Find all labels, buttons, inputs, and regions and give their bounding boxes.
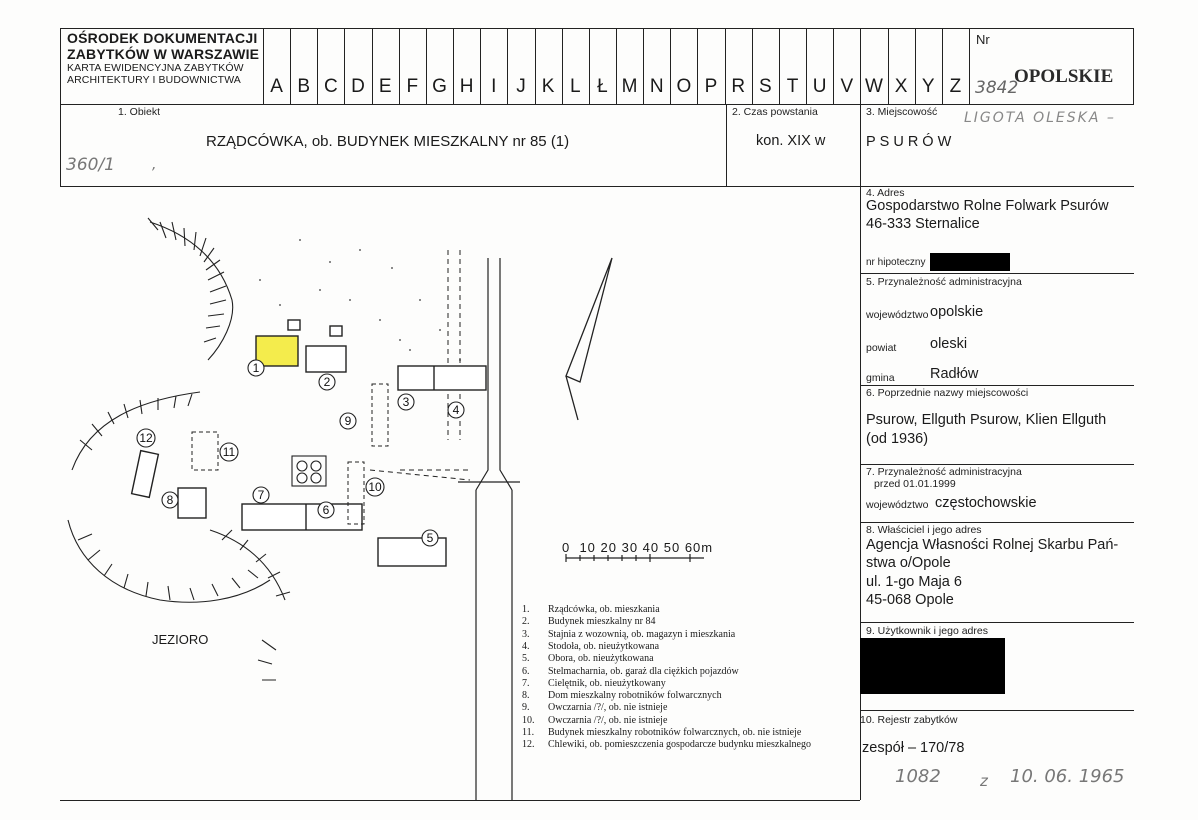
letter-cell-25: Z — [949, 76, 962, 97]
building-number-11: 11 — [222, 445, 236, 459]
frame-header-bottom — [60, 104, 1134, 105]
row6-top — [860, 385, 1134, 386]
adres-label: 4. Adres — [866, 187, 905, 199]
frame-top — [60, 28, 1134, 29]
legend-text: Dom mieszkalny robotników folwarcznych — [548, 690, 722, 702]
legend-row — [522, 629, 735, 641]
letter-cell-0: A — [270, 76, 283, 97]
wlasciciel-line2: stwa o/Opole — [866, 555, 951, 571]
legend-text: Owczarnia /?/, ob. nie istnieje — [548, 702, 668, 714]
uzytkownik-redaction — [860, 638, 1005, 694]
wlasciciel-line4: 45-068 Opole — [866, 592, 954, 608]
letter-divider — [670, 28, 671, 104]
letter-cell-8: I — [491, 76, 497, 97]
letter-cell-13: M — [621, 76, 638, 97]
przed-woj-value: częstochowskie — [935, 495, 1037, 511]
building-3 — [398, 366, 486, 390]
letter-divider — [399, 28, 400, 104]
przed-label-line2: przed 01.01.1999 — [874, 478, 956, 490]
legend-number: 9. — [522, 702, 530, 714]
legend-text: Obora, ob. nieużytkowana — [548, 653, 654, 665]
legend-number: 7. — [522, 677, 530, 689]
poprzednie-line1: Psurow, Ellguth Psurow, Klien Ellguth — [866, 412, 1107, 428]
letter-divider — [942, 28, 943, 104]
institution-block — [67, 30, 263, 86]
row7-top — [860, 464, 1134, 465]
obiekt-label: 1. Obiekt — [118, 106, 161, 118]
building-number-8: 8 — [166, 493, 174, 507]
legend-text: Stajnia z wozownią, ob. magazyn i mieszkania — [548, 628, 736, 640]
letter-cell-7: H — [459, 76, 474, 97]
letter-divider — [344, 28, 345, 104]
letter-divider — [480, 28, 481, 104]
legend-number: 10. — [522, 714, 535, 726]
letter-cell-12: Ł — [597, 76, 608, 97]
hipoteczny-label: nr hipoteczny — [866, 257, 926, 268]
card-type-line1: KARTA EWIDENCYJNA ZABYTKÓW — [67, 62, 244, 74]
legend-row — [522, 666, 739, 678]
divider-obiekt-czas — [726, 104, 727, 186]
letter-divider — [507, 28, 508, 104]
letter-cell-2: C — [324, 76, 338, 97]
lake-label: JEZIORO — [152, 632, 209, 647]
letter-cell-4: E — [378, 76, 392, 97]
poprzednie-label: 6. Poprzednie nazwy miejscowości — [866, 387, 1029, 399]
obiekt-value: RZĄDCÓWKA, ob. BUDYNEK MIESZKALNY nr 85 (1) — [206, 133, 570, 150]
legend-number: 11. — [522, 727, 535, 738]
legend-text: Chlewiki, ob. pomieszczenia gospodarcze budynku mieszkalnego — [548, 739, 811, 751]
letter-divider — [426, 28, 427, 104]
buildings — [132, 320, 486, 566]
legend-text: Cielętnik, ob. nieużytkowany — [548, 677, 666, 689]
legend-text: Stelmacharnia, ob. garaż dla ciężkich pojazdów — [548, 665, 739, 677]
rejestr-handwritten-nr: 1082 — [895, 766, 941, 787]
legend-row — [522, 727, 801, 739]
institution-name-line1: OŚRODEK DOKUMENTACJI — [67, 30, 258, 46]
letter-divider — [562, 28, 563, 104]
miejscowosc-value: PSURÓW — [866, 134, 956, 150]
wojewodztwo-value: opolskie — [930, 304, 984, 320]
row10-top — [860, 710, 1134, 711]
czas-label: 2. Czas powstania — [732, 106, 818, 118]
building-number-1: 1 — [252, 361, 260, 375]
obiekt-handwritten-comma: , — [152, 157, 157, 173]
legend-number: 6. — [522, 665, 530, 677]
letter-cell-6: G — [432, 76, 447, 97]
legend-text: Rządcówka, ob. mieszkania — [548, 604, 660, 615]
frame-nr-divider — [969, 28, 970, 104]
building-8 — [178, 488, 206, 518]
letter-cell-3: D — [351, 76, 365, 97]
legend-text: Budynek mieszkalny nr 84 — [548, 616, 656, 628]
letter-divider — [372, 28, 373, 104]
legend-row — [522, 678, 666, 690]
building-number-3: 3 — [402, 395, 410, 409]
rejestr-label: 10. Rejestr zabytków — [860, 714, 958, 726]
building-number-7: 7 — [257, 488, 265, 502]
building-number-6: 6 — [322, 503, 330, 517]
rejestr-handwritten-date: 10. 06. 1965 — [1010, 766, 1125, 787]
road — [458, 258, 520, 800]
legend-row — [522, 715, 667, 727]
legend-row — [522, 690, 722, 702]
letter-divider — [806, 28, 807, 104]
card-type-line2: ARCHITEKTURY I BUDOWNICTWA — [67, 74, 241, 86]
wlasciciel-line3: ul. 1-go Maja 6 — [866, 574, 962, 590]
legend-number: 3. — [522, 628, 530, 640]
letter-cell-14: N — [649, 76, 664, 97]
frame-left — [60, 28, 61, 186]
building-number-10: 10 — [368, 480, 382, 494]
powiat-label: powiat — [866, 342, 897, 354]
institution-name-line2: ZABYTKÓW W WARSZAWIE — [67, 46, 260, 62]
letter-cell-22: W — [864, 76, 883, 97]
letter-cell-5: F — [406, 76, 419, 97]
voivodeship-stamp: OPOLSKIE — [1014, 66, 1114, 87]
legend-text: Stodoła, ob. nieużytkowana — [548, 640, 660, 652]
letter-divider — [589, 28, 590, 104]
letter-divider — [752, 28, 753, 104]
gmina-label: gmina — [866, 372, 895, 384]
divider-right-column — [860, 104, 861, 800]
legend-row — [522, 604, 660, 616]
letter-divider — [535, 28, 536, 104]
letter-cell-18: S — [758, 76, 772, 97]
rejestr-value: zespół – 170/78 — [862, 740, 965, 756]
przed-label-line1: 7. Przynależność administracyjna — [866, 466, 1022, 478]
letter-cell-9: J — [516, 76, 526, 97]
building-number-9: 9 — [344, 414, 352, 428]
przynaleznosc-label: 5. Przynależność administracyjna — [866, 276, 1022, 288]
building-2 — [306, 346, 346, 372]
letter-cell-24: Y — [921, 76, 935, 97]
letter-divider — [860, 28, 861, 104]
obiekt-handwritten: 360/1 — [66, 155, 115, 175]
building-number-12: 12 — [139, 431, 153, 445]
gmina-value: Radłów — [930, 366, 979, 382]
row9-top — [860, 622, 1134, 623]
letter-divider — [915, 28, 916, 104]
north-arrow — [566, 258, 612, 420]
letter-divider — [725, 28, 726, 104]
poprzednie-line2: (od 1936) — [866, 431, 929, 447]
scale-bar — [566, 554, 704, 562]
legend-number: 1. — [522, 604, 530, 615]
adres-line2: 46-333 Sternalice — [866, 216, 980, 232]
wlasciciel-label: 8. Właściciel i jego adres — [866, 524, 982, 536]
letter-divider — [643, 28, 644, 104]
adres-line1: Gospodarstwo Rolne Folwark Psurów — [866, 198, 1109, 214]
frame-right — [1133, 28, 1134, 104]
building-number-5: 5 — [426, 531, 434, 545]
building-6-7 — [242, 504, 362, 530]
legend-number: 4. — [522, 640, 530, 652]
letter-cell-15: O — [676, 76, 692, 97]
letter-cell-19: T — [786, 76, 799, 97]
czas-value: kon. XIX w — [756, 133, 826, 149]
letter-divider — [697, 28, 698, 104]
letter-cell-20: U — [812, 76, 827, 97]
building-12 — [132, 451, 159, 498]
frame-bottom — [60, 800, 860, 801]
site-plan-map — [0, 186, 860, 806]
letter-cell-1: B — [297, 76, 311, 97]
przed-woj-label: województwo — [866, 499, 929, 511]
scale-label: 0 10 20 30 40 50 60m — [562, 540, 714, 555]
building-9-outline — [372, 384, 388, 446]
legend-number: 12. — [522, 739, 535, 751]
building-11-outline — [192, 432, 218, 470]
legend-text: Owczarnia /?/, ob. nie istnieje — [548, 714, 668, 726]
letter-cell-21: V — [840, 76, 854, 97]
letter-divider — [290, 28, 291, 104]
nr-label: Nr — [976, 32, 990, 47]
building-number-4: 4 — [452, 403, 460, 417]
letter-divider — [453, 28, 454, 104]
uzytkownik-label: 9. Użytkownik i jego adres — [866, 625, 988, 637]
legend-text: Budynek mieszkalny robotników folwarcznych, ob. nie istnieje — [548, 727, 802, 738]
legend-row — [522, 641, 659, 653]
nr-handwritten: 3842 — [975, 78, 1019, 98]
wojewodztwo-label: województwo — [866, 309, 929, 321]
legend-row — [522, 616, 655, 628]
letter-divider — [779, 28, 780, 104]
miejscowosc-label: 3. Miejscowość — [866, 106, 938, 118]
letter-cell-17: R — [731, 76, 746, 97]
hipoteczny-redaction — [930, 253, 1010, 271]
letter-divider — [317, 28, 318, 104]
letter-cell-23: X — [894, 76, 908, 97]
letter-divider — [833, 28, 834, 104]
wlasciciel-line1: Agencja Własności Rolnej Skarbu Pań- — [866, 537, 1119, 553]
miejscowosc-handwritten: LIGOTA OLESKA – — [964, 110, 1116, 126]
legend-number: 5. — [522, 653, 530, 665]
legend-number: 8. — [522, 690, 530, 702]
lake-shore-hatching — [68, 218, 290, 680]
building-1-highlighted — [256, 336, 298, 366]
powiat-value: oleski — [930, 336, 968, 352]
letter-cell-10: K — [541, 76, 555, 97]
legend-row — [522, 653, 654, 665]
legend-row — [522, 702, 667, 714]
building-number-2: 2 — [323, 375, 331, 389]
rejestr-handwritten-z: z — [980, 772, 988, 790]
row5-top — [860, 273, 1134, 274]
well-circles — [292, 456, 326, 486]
letter-cell-11: L — [569, 76, 581, 97]
letter-divider — [888, 28, 889, 104]
letter-divider — [616, 28, 617, 104]
legend-number: 2. — [522, 616, 530, 628]
legend-row — [522, 739, 811, 751]
letter-cell-16: P — [704, 76, 718, 97]
row8-top — [860, 522, 1134, 523]
